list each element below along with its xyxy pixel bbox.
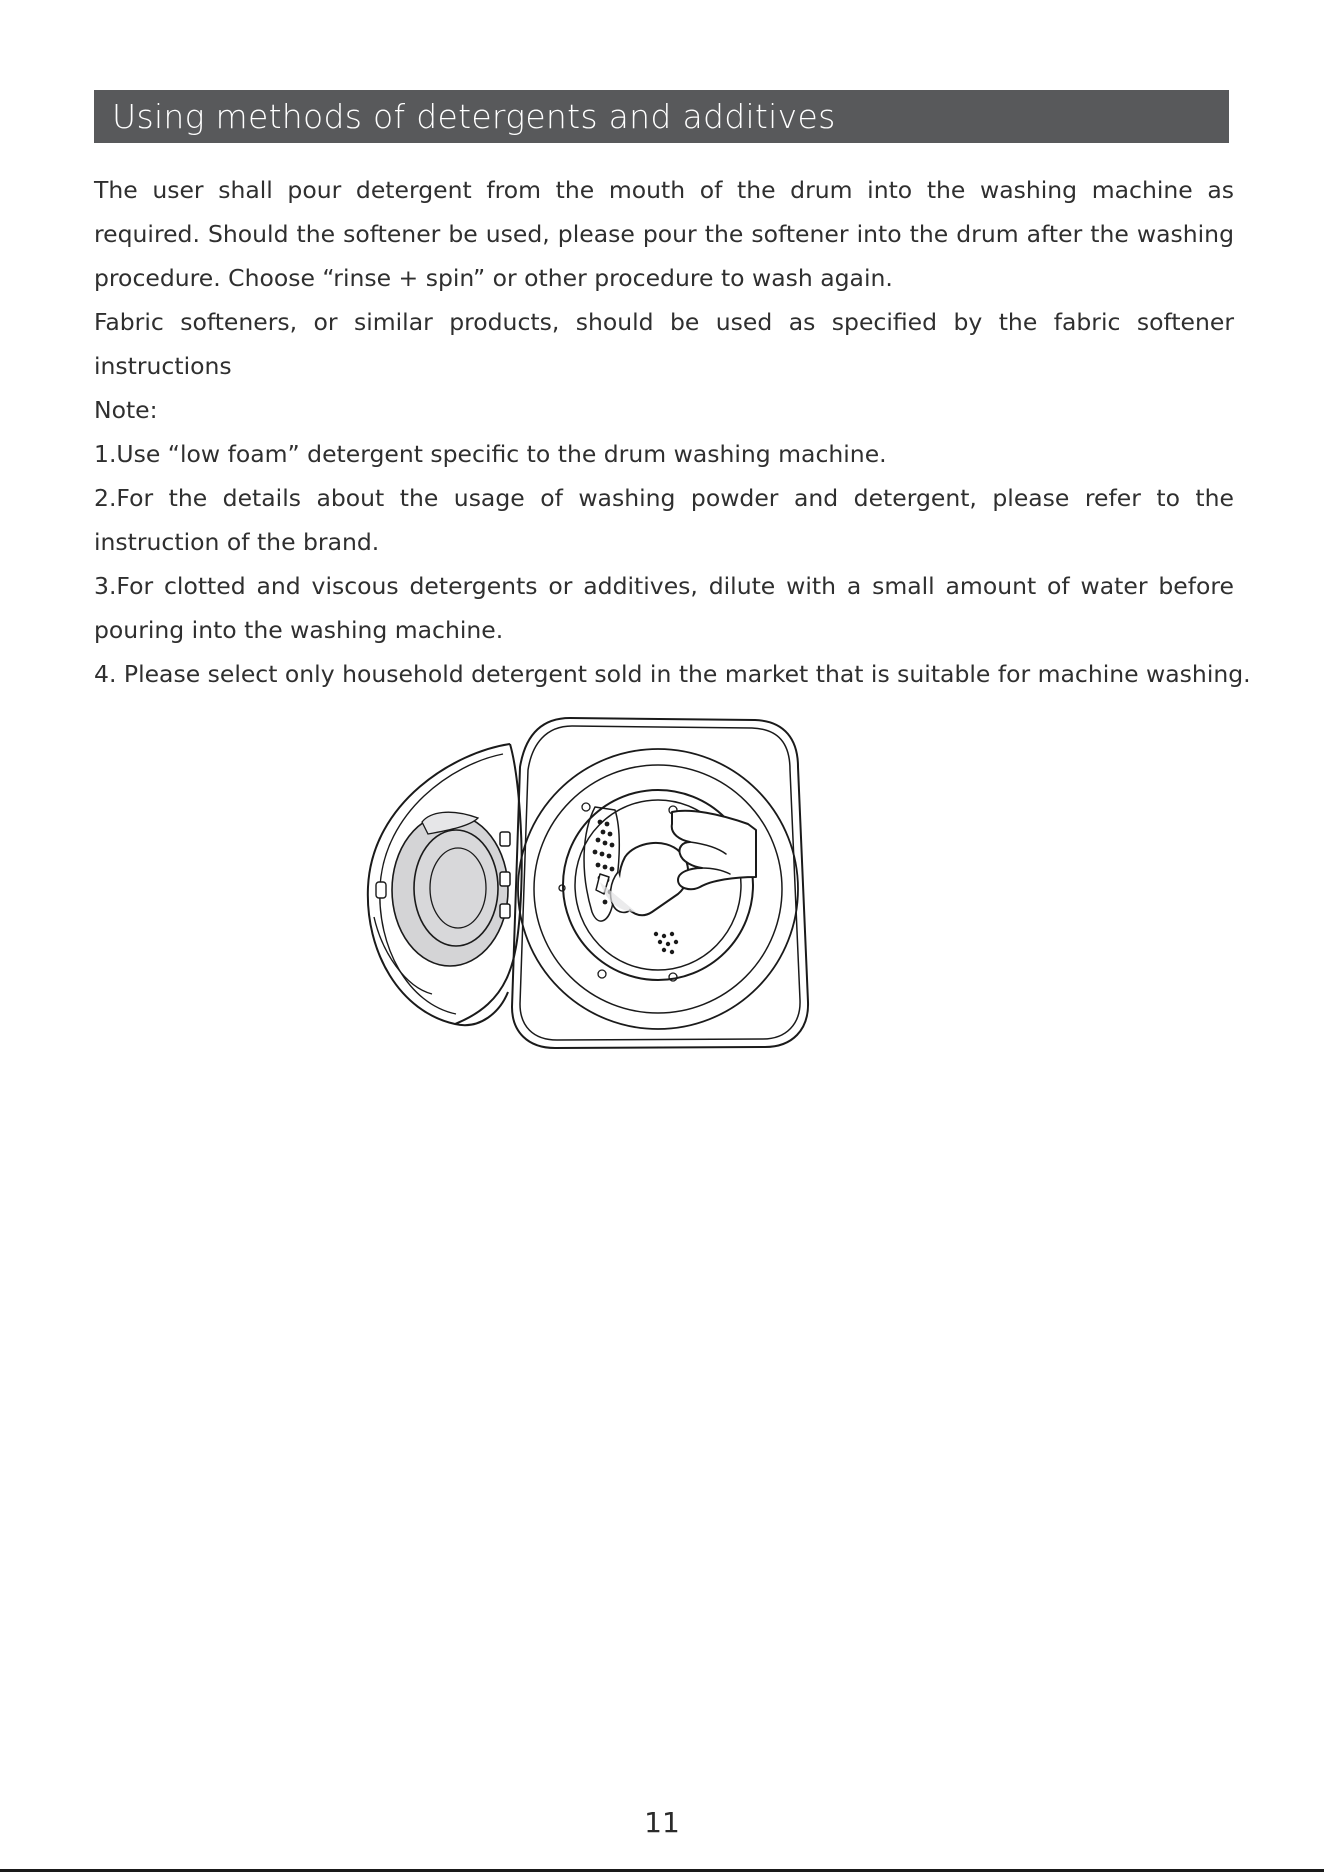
- note-label: Note:: [94, 396, 158, 424]
- note-item: 4. Please select only household detergent sold in the market that is suitable for machine washing.: [94, 660, 1251, 688]
- paragraph-fabric-softeners: Fabric softeners, or similar products, should be used as specified by the fabric softener instructions: [94, 308, 1234, 380]
- section-title: Using methods of detergents and additives: [94, 90, 1229, 143]
- washing-machine-illustration: [360, 712, 820, 1052]
- note-item: 2.For the details about the usage of washing powder and detergent, please refer to the instruction of the brand.: [94, 484, 1234, 556]
- instructions-body: [94, 168, 1251, 696]
- hand: [672, 811, 756, 889]
- note-item: 1.Use “low foam” detergent specific to the drum washing machine.: [94, 440, 887, 468]
- paragraph-pour-detergent: The user shall pour detergent from the mouth of the drum into the washing machine as required. Should the softener be used, please pour the softener into the drum after the washing procedure. Choose “rinse + spin” or other procedure to wash again.: [94, 176, 1234, 292]
- page-number: 11: [644, 1806, 680, 1839]
- note-item: 3.For clotted and viscous detergents or additives, dilute with a small amount of water before pouring into the washing machine.: [94, 572, 1234, 644]
